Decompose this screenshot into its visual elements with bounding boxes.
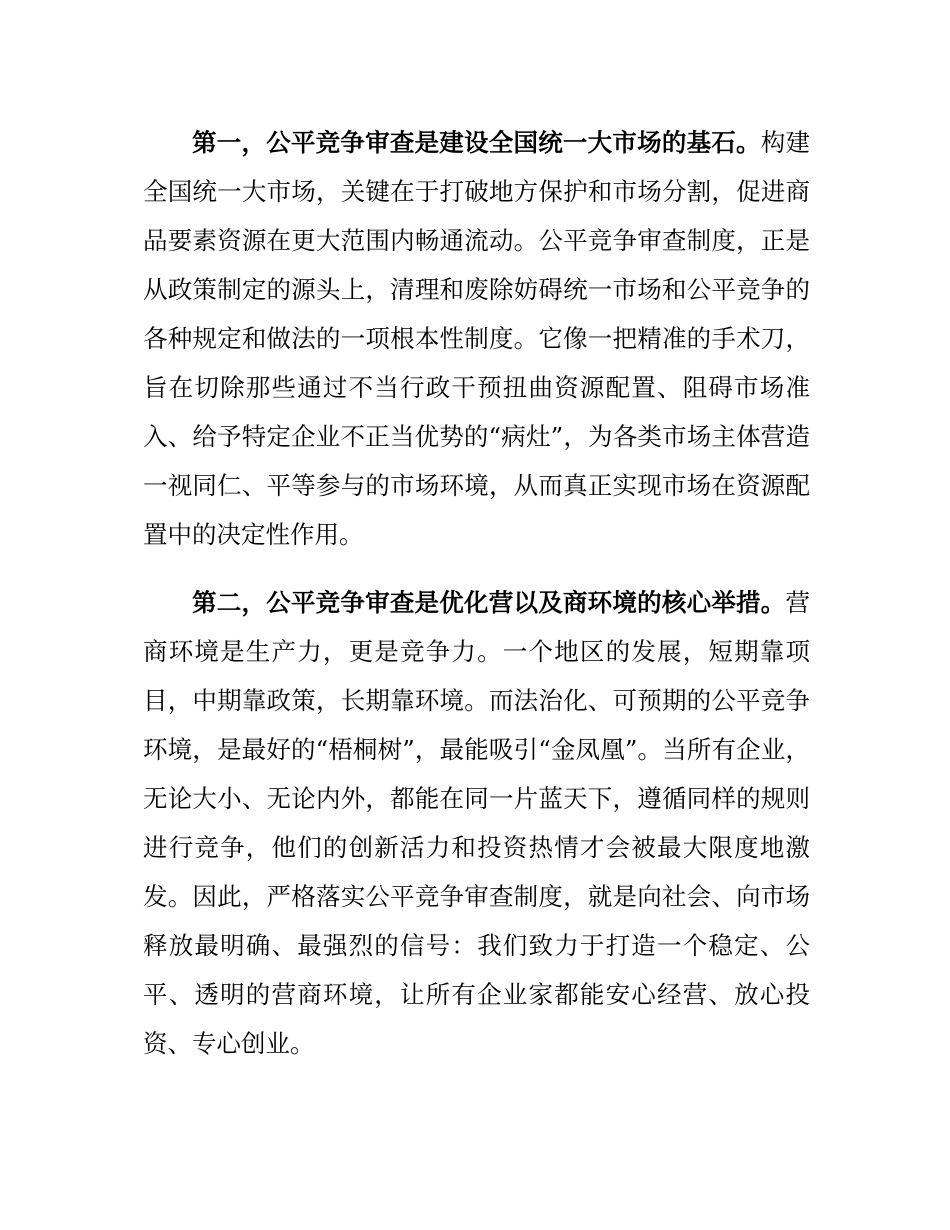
paragraph-body: 营商环境是生产力，更是竞争力。一个地区的发展，短期靠项目，中期靠政策，长期靠环境。而法治化、可预期的公平竞争环境，是最好的“梧桐树”，最能吸引“金凤凰”。当所有企业，无论大小、无论内外，都能在同一片蓝天下，遵循同样的规则进行竞争，他们的创新活力和投资热情才会被最大限度地激发。因此，严格落实公平竞争审查制度，就是向社会、向市场释放最明确、最强烈的信号：我们致力于打造一个稳定、公平、透明的营商环境，让所有企业家都能安心经营、放心投资、专心创业。 — [143, 588, 810, 1058]
paragraph-lead: 第二，公平竞争审查是优化营以及商环境的核心举措。 — [192, 588, 786, 617]
paragraph-body: 构建全国统一大市场，关键在于打破地方保护和市场分割，促进商品要素资源在更大范围内畅通流动。公平竞争审查制度，正是从政策制定的源头上，清理和废除妨碍统一市场和公平竞争的各种规定和做法的一项根本性制度。它像一把精准的手术刀，旨在切除那些通过不当行政干预扭曲资源配置、阻碍市场准入、给予特定企业不正当优势的“病灶”，为各类市场主体营造一视同仁、平等参与的市场环境，从而真正实现市场在资源配置中的决定性作用。 — [143, 128, 811, 549]
paragraph — [143, 578, 810, 1068]
paragraph — [143, 118, 810, 559]
paragraph-lead: 第一，公平竞争审查是建设全国统一大市场的基石。 — [192, 128, 761, 157]
